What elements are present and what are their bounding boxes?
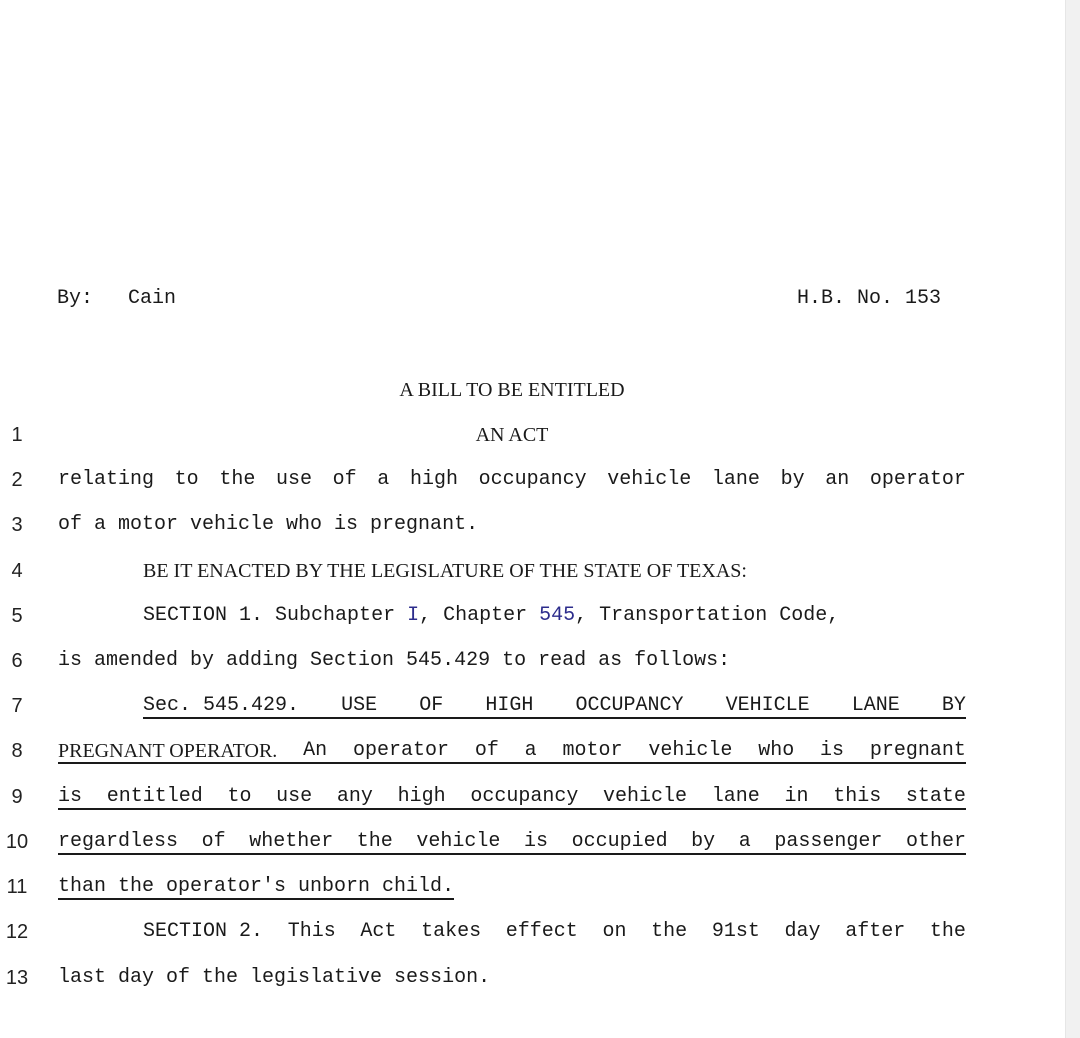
word: vehicle — [603, 785, 688, 808]
word: to — [227, 785, 252, 808]
body-line-3: of a motor vehicle who is pregnant. — [58, 513, 479, 536]
section-2-label: SECTION 2. — [143, 920, 264, 943]
word: the — [929, 920, 966, 943]
word: this — [833, 785, 882, 808]
word: after — [845, 920, 906, 943]
subchapter-link[interactable]: I — [407, 604, 420, 627]
an-act-title: AN ACT — [475, 424, 549, 446]
body-line-10-inserted — [58, 830, 966, 855]
body-line-6: is amended by adding Section 545.429 to read as follows: — [58, 649, 731, 672]
word: whether — [249, 830, 334, 853]
word: occupied — [571, 830, 668, 853]
chapter-link[interactable]: 545 — [539, 604, 576, 627]
word: the — [651, 920, 688, 943]
word: USE — [341, 694, 378, 717]
word: lane — [711, 785, 760, 808]
word: regardless — [58, 830, 179, 853]
line-number: 13 — [5, 967, 29, 989]
section-number: Sec. 545.429. — [143, 694, 300, 717]
word: occupancy — [478, 468, 587, 491]
inserted-text: than the operator's unborn child. — [58, 875, 455, 898]
word: BY — [941, 694, 966, 717]
word: VEHICLE — [725, 694, 810, 717]
word: passenger — [774, 830, 883, 853]
section-heading: PREGNANT OPERATOR. — [58, 740, 278, 762]
vertical-scrollbar[interactable] — [1065, 0, 1080, 1038]
word: pregnant — [869, 739, 966, 762]
enacting-clause: BE IT ENACTED BY THE LEGISLATURE OF THE STATE OF TEXAS: — [143, 560, 747, 582]
subchapter-text: Subchapter — [275, 604, 396, 627]
word: relating — [58, 468, 155, 491]
author-name: Cain — [128, 287, 177, 310]
word: an — [825, 468, 850, 491]
word: of — [332, 468, 357, 491]
word: An — [303, 739, 328, 762]
word: by — [691, 830, 716, 853]
word: of — [201, 830, 226, 853]
word: use — [275, 468, 312, 491]
line-number: 12 — [5, 921, 29, 943]
word: use — [276, 785, 313, 808]
word: is — [820, 739, 845, 762]
body-line-7-inserted — [143, 694, 966, 719]
word: is — [58, 785, 83, 808]
word: Act — [360, 920, 397, 943]
word: day — [784, 920, 821, 943]
body-line-2 — [58, 468, 966, 492]
line-number: 10 — [5, 831, 29, 853]
line-number: 11 — [6, 876, 28, 898]
bill-number: H.B. No. 153 — [797, 287, 942, 310]
line-number: 3 — [11, 514, 23, 536]
word: is — [523, 830, 548, 853]
word: entitled — [106, 785, 203, 808]
bill-title: A BILL TO BE ENTITLED — [399, 379, 625, 401]
word: a — [738, 830, 751, 853]
word: of — [474, 739, 499, 762]
body-line-12 — [143, 920, 966, 944]
word: This — [287, 920, 336, 943]
body-line-13: last day of the legislative session. — [58, 966, 491, 989]
word: on — [602, 920, 627, 943]
body-line-9-inserted — [58, 785, 966, 810]
word: vehicle — [648, 739, 733, 762]
word: the — [219, 468, 256, 491]
word: effect — [505, 920, 578, 943]
line-number: 7 — [11, 695, 23, 717]
section-1-label: SECTION 1. — [143, 604, 264, 627]
word: high — [397, 785, 446, 808]
word: OCCUPANCY — [575, 694, 684, 717]
line-number: 2 — [11, 469, 23, 491]
word: the — [356, 830, 393, 853]
word: a — [377, 468, 390, 491]
word: who — [758, 739, 795, 762]
word: LANE — [851, 694, 900, 717]
line-number: 4 — [11, 560, 23, 582]
word: operator — [869, 468, 966, 491]
word: takes — [421, 920, 482, 943]
word: motor — [562, 739, 623, 762]
word: lane — [711, 468, 760, 491]
code-text: , Transportation Code, — [575, 604, 840, 627]
word: OF — [419, 694, 444, 717]
word: operator — [352, 739, 449, 762]
word: to — [174, 468, 199, 491]
line-number: 1 — [11, 424, 23, 446]
word: in — [784, 785, 809, 808]
word: vehicle — [607, 468, 692, 491]
by-label: By: — [57, 287, 94, 310]
word: other — [905, 830, 966, 853]
word: vehicle — [416, 830, 501, 853]
body-line-11-inserted — [58, 875, 454, 900]
word: 91st — [711, 920, 760, 943]
word: by — [780, 468, 805, 491]
chapter-text: , Chapter — [419, 604, 528, 627]
word: any — [336, 785, 373, 808]
line-number: 5 — [11, 605, 23, 627]
word: high — [409, 468, 458, 491]
line-number: 8 — [11, 740, 23, 762]
word: HIGH — [485, 694, 534, 717]
word: occupancy — [470, 785, 579, 808]
body-line-8-inserted — [58, 739, 966, 764]
line-number: 6 — [11, 650, 23, 672]
word: a — [524, 739, 537, 762]
body-line-5 — [143, 604, 966, 628]
line-number: 9 — [11, 786, 23, 808]
word: state — [905, 785, 966, 808]
